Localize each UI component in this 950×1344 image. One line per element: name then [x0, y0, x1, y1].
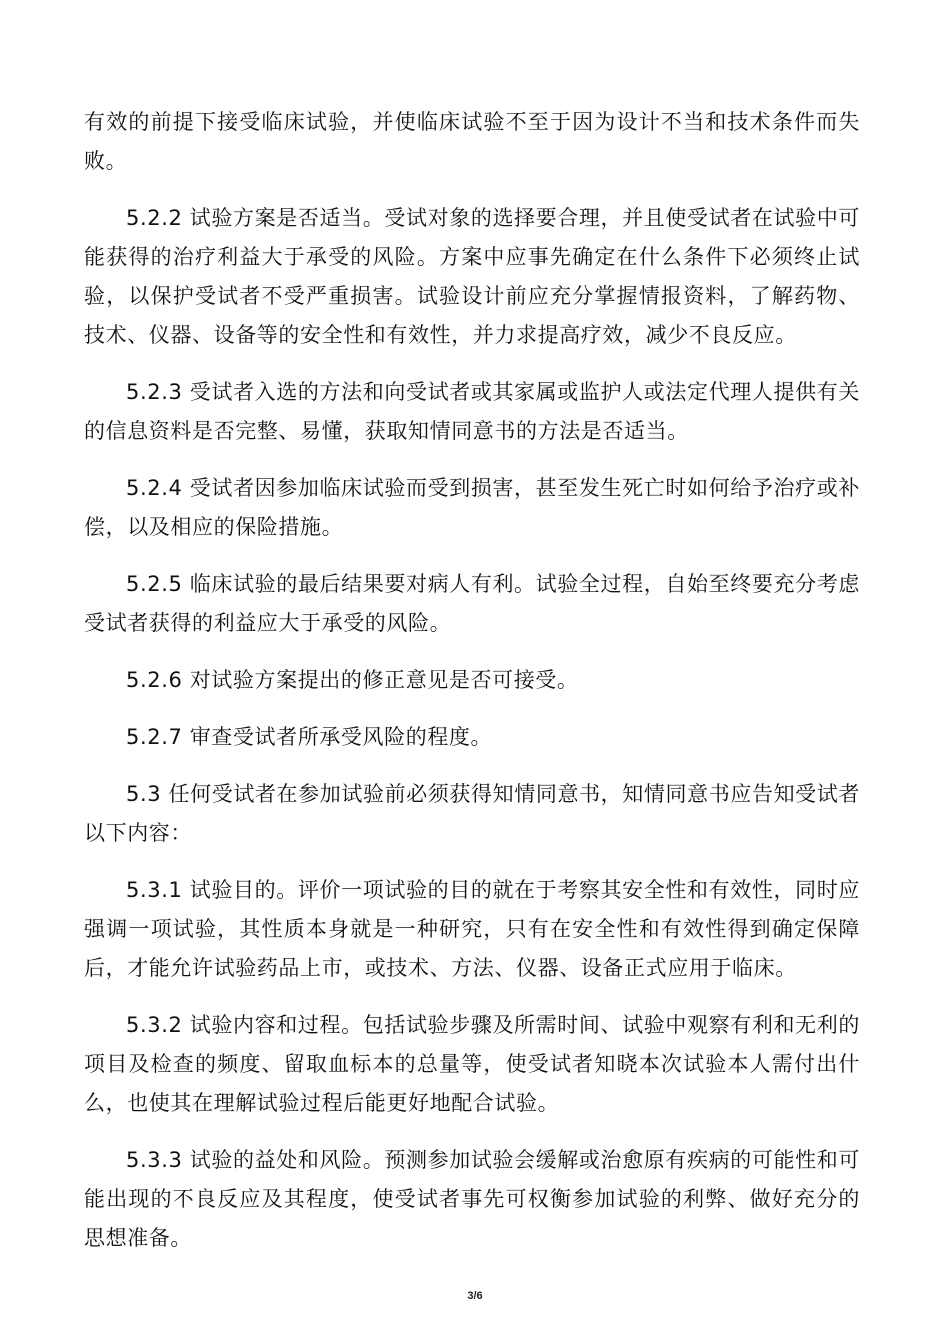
paragraph-5-2-3: 5.2.3 受试者入选的方法和向受试者或其家属或监护人或法定代理人提供有关的信息资料是否完整、易懂，获取知情同意书的方法是否适当。: [84, 380, 860, 443]
paragraph-5-2-5: 5.2.5 临床试验的最后结果要对病人有利。试验全过程，自始至终要充分考虑受试者获得的利益应大于承受的风险。: [84, 572, 860, 635]
paragraph-5-3-2: 5.3.2 试验内容和过程。包括试验步骤及所需时间、试验中观察有利和无利的项目及检查的频度、留取血标本的总量等，使受试者知晓本次试验本人需付出什么，也使其在理解试验过程后能更好地配合试验。: [84, 1013, 860, 1115]
paragraph-5-3-1: 5.3.1 试验目的。评价一项试验的目的就在于考察其安全性和有效性，同时应强调一项试验，其性质本身就是一种研究，只有在安全性和有效性得到确定保障后，才能允许试验药品上市，或技术、方法、仪器、设备正式应用于临床。: [84, 878, 860, 980]
paragraph-5-2-7: 5.2.7 审查受试者所承受风险的程度。: [126, 725, 493, 749]
paragraph-continuation: 有效的前提下接受临床试验，并使临床试验不至于因为设计不当和技术条件而失败。: [84, 110, 860, 173]
paragraph-5-2-6: 5.2.6 对试验方案提出的修正意见是否可接受。: [126, 668, 579, 692]
document-body: [84, 103, 860, 1276]
paragraph-5-3-3: 5.3.3 试验的益处和风险。预测参加试验会缓解或治愈原有疾病的可能性和可能出现的不良反应及其程度，使受试者事先可权衡参加试验的利弊、做好充分的思想准备。: [84, 1148, 860, 1250]
paragraph-5-2-4: 5.2.4 受试者因参加临床试验而受到损害，甚至发生死亡时如何给予治疗或补偿，以及相应的保险措施。: [84, 476, 860, 539]
paragraph-5-2-2: 5.2.2 试验方案是否适当。受试对象的选择要合理，并且使受试者在试验中可能获得的治疗利益大于承受的风险。方案中应事先确定在什么条件下必须终止试验，以保护受试者不受严重损害。试验设计前应充分掌握情报资料，了解药物、技术、仪器、设备等的安全性和有效性，并力求提高疗效，减少不良反应。: [84, 206, 860, 347]
paragraph-5-3: 5.3 任何受试者在参加试验前必须获得知情同意书，知情同意书应告知受试者以下内容：: [84, 782, 860, 845]
page-number: 3/6: [467, 1290, 483, 1302]
